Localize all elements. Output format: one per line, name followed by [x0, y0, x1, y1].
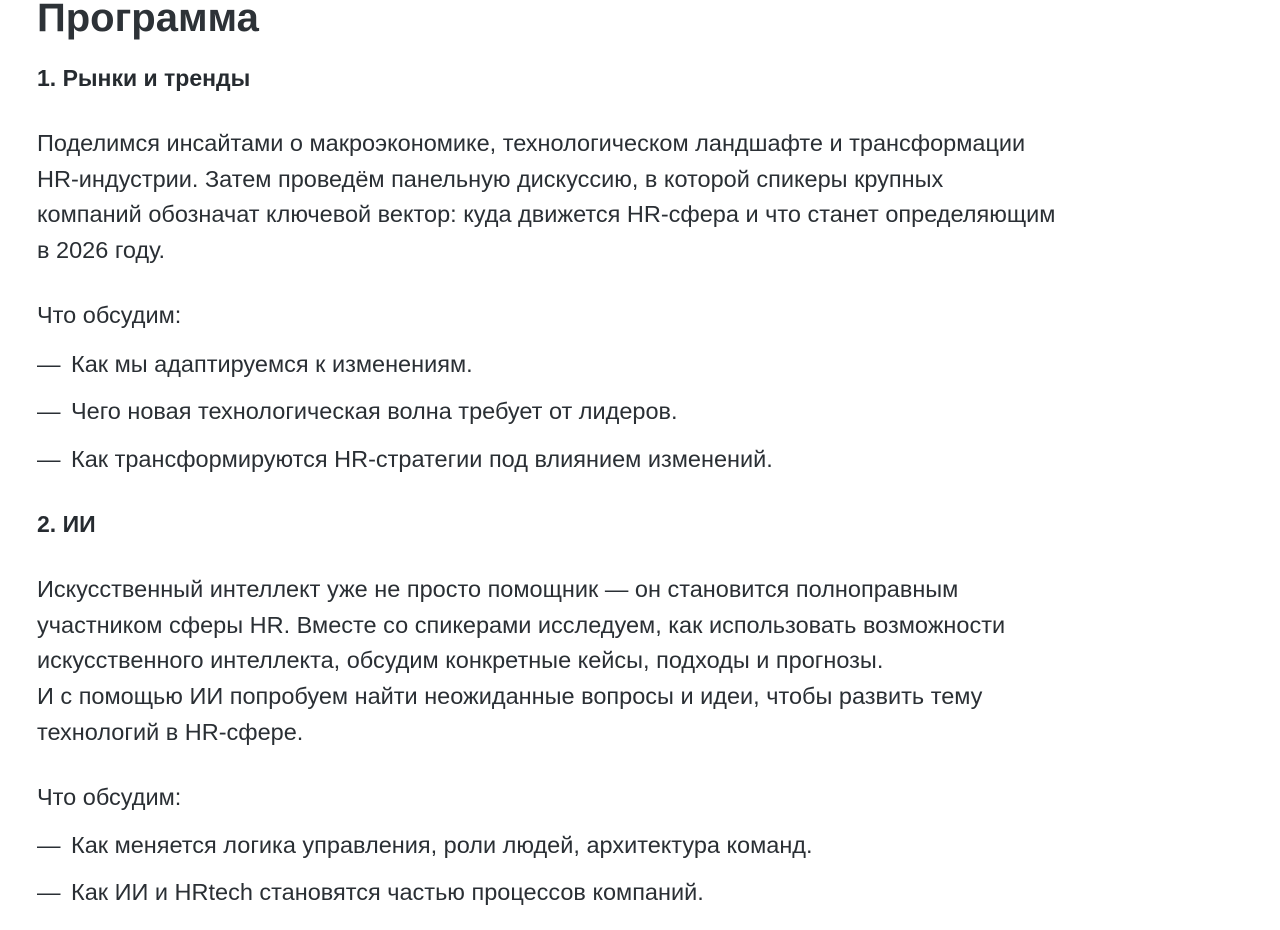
dash-marker: —	[37, 351, 61, 377]
section-description	[37, 572, 1217, 751]
section-heading: 2. ИИ	[37, 511, 96, 537]
page-title: Программа	[37, 0, 259, 40]
dash-marker: —	[37, 832, 61, 858]
paragraph-line: Поделимся инсайтами о макроэкономике, технологическом ландшафте и трансформации	[37, 130, 1026, 156]
section-description	[37, 126, 1217, 269]
section-heading: 1. Рынки и тренды	[37, 65, 251, 91]
paragraph-line: Искусственный интеллект уже не просто помощник — он становится полноправным	[37, 576, 959, 602]
paragraph-line: участником сферы HR. Вместе со спикерами исследуем, как использовать возможности	[37, 611, 1006, 638]
list-item	[37, 444, 773, 474]
paragraph-line: искусственного интеллекта, обсудим конкретные кейсы, подходы и прогнозы.	[37, 647, 884, 674]
paragraph-line: технологий в HR-сфере.	[37, 718, 304, 745]
discuss-label: Что обсудим:	[37, 302, 182, 328]
list-item	[37, 396, 678, 426]
list-item	[37, 830, 813, 860]
discuss-label: Что обсудим:	[37, 784, 182, 810]
list-item-text: Чего новая технологическая волна требует от лидеров.	[71, 398, 678, 424]
list-item	[37, 877, 704, 907]
dash-marker: —	[37, 446, 61, 472]
list-item-text: Как меняется логика управления, роли людей, архитектура команд.	[71, 832, 813, 858]
paragraph-line: И с помощью ИИ попробуем найти неожиданные вопросы и идеи, чтобы развить тему	[37, 683, 983, 710]
list-item-text: Как трансформируются HR-стратегии под влиянием изменений.	[71, 446, 773, 472]
list-item-text: Как мы адаптируемся к изменениям.	[71, 351, 473, 377]
list-item-text: Как ИИ и HRtech становятся частью процессов компаний.	[71, 879, 704, 905]
paragraph-line: HR-индустрии. Затем проведём панельную дискуссию, в которой спикеры крупных	[37, 165, 944, 192]
dash-marker: —	[37, 398, 61, 424]
dash-marker: —	[37, 879, 61, 905]
list-item	[37, 349, 473, 379]
paragraph-line: в 2026 году.	[37, 237, 166, 264]
paragraph-line: компаний обозначат ключевой вектор: куда движется HR-сфера и что станет определяющим	[37, 201, 1056, 228]
